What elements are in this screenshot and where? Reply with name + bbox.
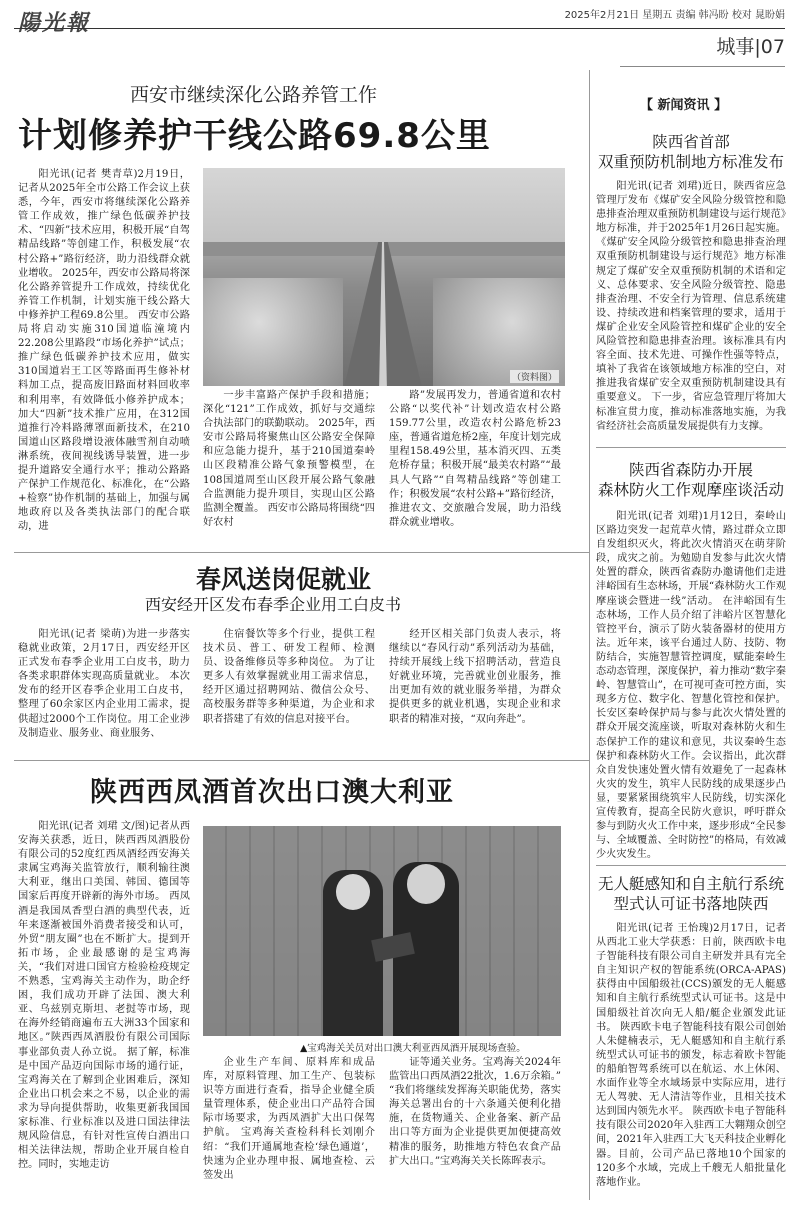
article1-col3-text: 路”发展再发力，普通省道和农村公路“以奖代补”计划改造农村公路159.77公里，改造农村公路危桥23座，普通省道危桥2座，年度计划完成里程158.49公里，基本消灭四、五类危桥存量；积极开展“最美农村路”“最具人气路”“自驾精品线路”等创建工作；积极发展“农村公路+”路衍经济，推进农文、交旅融合发展，助力沿线群众就业增收。 (389, 390, 561, 528)
article1-col1-text: 阳光讯(记者 樊青草)2月19日，记者从2025年全市公路工作会议上获悉，今年，西安市将继续深化公路养管工作成效，推广绿色低碳养护技术、“四新”技术应用，积极开展“自驾精品线路”等创建工作，积极发展“农村公路+”路衍经济，助力沿线群众就业增收。 2025年，西安市公路局将深化公路养管提升工作成效，持续优化养管工作机制，计划实施干线公路大中修养护工程69.8公里。 西安市公路局将启动实施310国道临潼境内22.208公里路段“市场化养护”试点；推广绿色低碳养护技术应用，做实310国道岩王工区等路面再生修补材料加工点，提高废旧路面材料回收率和利用率，有效降低小修养护成本；加大“四新”技术推广应用，在312国道推行冷料路薄罩面新技术，在210国道山区路段增设液体融雪剂自动喷淋系统，夜间视线诱导装置，进一步提升道路安全通行水平；推动公路路产保护工作规范化、标准化，在“公路+检察”协作机制的基础上，加强与属地政府以及各类执法部门的配合联动，进 (18, 169, 190, 533)
section-label: 城事|07 (716, 36, 785, 58)
top-rule (14, 28, 785, 29)
sidebar-divider-2 (596, 865, 786, 866)
article3-col2 (203, 1056, 375, 1200)
sidebar-header-text: 新闻资讯 (657, 98, 710, 113)
article3-col1-text: 阳光讯(记者 刘珺 文/图)记者从西安海关获悉，近日，陕西西凤酒股份有限公司的52度红西凤酒经西安海关隶属宝鸡海关监管放行，顺利输往澳大利亚，继出口美国、韩国、德国等国家后再度开辟新的海外市场。 西凤酒是我国凤香型白酒的典型代表，近年来逐渐被国外消费者接受和认可，外贸“朋友圈”也在不断扩大。提到开拓市场，企业最感谢的是宝鸡海关，“我们对进口国官方检验检疫规定不熟悉，宝鸡海关主动作为，助企纾困，我们成功开辟了法国、澳大利亚、乌兹别克斯坦、老挝等市场，现在海外经销商遍布五大洲33个国家和地区。”陕西西凤酒股份有限公司国际事业部负责人孙立说。 据了解，标准是中国产品迈向国际市场的通行证，宝鸡海关在了解到企业困难后，深知企业出口机会来之不易，以企业的需求为导向提供帮助，收集更新我国国家标准、行业标准以及进口国法律法规风险信息，有针对性宣传白酒出口相关法律法规，帮助企业开展自检自控。同时，实地走访 (18, 821, 190, 1171)
article3-headline: 陕西西凤酒首次出口澳大利亚 (90, 777, 454, 808)
sidebar-story1-body (596, 180, 786, 443)
article3-col1 (18, 820, 190, 1200)
sidebar-story3-headline-line1: 无人艇感知和自主航行系统 (597, 875, 784, 893)
article3-col3 (389, 1056, 561, 1200)
article2-col1-text: 阳光讯(记者 梁萌)为进一步落实稳就业政策，2月17日，西安经开区正式发布春季企业用工白皮书，助力各类求职群体实现高质量就业。 本次发布的经开区春季企业用工白皮书，整理了60余家区内企业用工需求，提供超过2000个工作岗位。用工企业涉及制造业、服务业、商业服务、 (18, 629, 190, 739)
sidebar-story2-headline (596, 460, 786, 500)
section-rule (620, 66, 785, 67)
divider-2 (14, 760, 589, 761)
sidebar-story3-headline (596, 874, 786, 914)
article3-photo-caption: ▲宝鸡海关关员对出口澳大利亚西凤酒开展现场查验。 (300, 1043, 526, 1054)
divider-1 (14, 552, 589, 553)
sidebar-header: 【 新闻资讯 】 (640, 98, 728, 113)
article1-kicker: 西安市继续深化公路养管工作 (130, 84, 378, 106)
sidebar-story2-text: 阳光讯(记者 刘珺)1月12日，秦岭山区路边突发一起荒草火情，路过群众立即自发组织灭火，将此次火情消灭在萌芽阶段，成灾之前。为勉励自发参与此次火情处置的群众，陕西省森防办邀请他们走进沣峪国有生态林场，开展“森林防火工作观摩座谈会暨进一线”活动。 在沣峪国有生态林场，工作人员介绍了沣峪片区智慧化管控平台，演示了防火装备器材的使用方法。近年来，该平台通过人防、技防、物防结合，实施智慧管控调度，赋能秦岭生态动态管理，深度保护，着力推动“数字秦岭、智慧管山”，在可视可查可控方面，实现多方位、数字化、智慧化管控和保护。 长安区秦岭保护局与参与此次火情处置的群众开展交流座谈，听取对森林防火和生态保护工作的建议和意见，共议秦岭生态保护和森林防火工作。会议指出，此次群众自发快速处置火情有效避免了一起森林火灾的发生，筑牢人民防线的成果逐步凸显，要紧紧围绕筑牢人民防线，切实深化宣传教育，提高全民防火意识，呼吁群众参与到防火火工作中来，逐步形成“全民参与、全域覆盖、全时防控”的格局，有效减少火灾发生。 (596, 511, 786, 861)
sidebar-story1-headline-line1: 陕西省首部 (652, 133, 730, 151)
article1-col3 (389, 389, 561, 571)
article3-col3-text: 证等通关业务。宝鸡海关2024年监管出口西凤酒22批次，1.6万余箱。” “我们将继续发挥海关职能优势，落实海关总署出台的十六条通关便利化措施，在货物通关、企业备案、新产品出口等方面为企业提供更加便捷高效精准的服务，助推地方特色农食产品扩大出口。”宝鸡海关关长陈晖表示。 (389, 1057, 561, 1167)
masthead-logo: 陽光報 (18, 10, 91, 36)
article2-subhead: 西安经开区发布春季企业用工白皮书 (145, 595, 402, 614)
article2-col2-text: 住宿餐饮等多个行业，提供工程技术员、普工、研发工程师、检测员、设备维修员等多种岗位。 为了让更多人有效掌握就业用工需求信息，经开区通过招聘网站、微信公众号、高校服务群等多种渠道，为企业和求职者搭建了有效的信息对接平台。 (203, 629, 375, 725)
article2-col3 (389, 628, 561, 756)
sidebar-story2-headline-line2: 森林防火工作观摩座谈活动 (597, 481, 784, 499)
article1-headline: 计划修养护干线公路69.8公里 (18, 116, 491, 156)
article1-col2 (203, 389, 375, 571)
sidebar-story3-headline-line2: 型式认可证书落地陕西 (613, 895, 769, 913)
sidebar-story1-headline-line2: 双重预防机制地方标准发布 (597, 153, 784, 171)
article2-col1 (18, 628, 190, 756)
sidebar-story2-body (596, 510, 786, 862)
sidebar-story2-headline-line1: 陕西省森防办开展 (628, 461, 753, 479)
article3-col2-text: 企业生产车间、原料库和成品库，对原料管理、加工生产、包装标识等方面进行查看，指导企业健全质量管理体系，使企业出口产品符合国际市场要求，为西凤酒扩大出口保驾护航。 宝鸡海关查检科科长刘刚介绍：“我们开通属地查检‘绿色通道’，快速为企业办理申报、属地查检、云签发出 (203, 1057, 375, 1181)
article3-customs-photo (203, 826, 561, 1036)
sidebar-divider (589, 70, 590, 1200)
article2-col3-text: 经开区相关部门负责人表示，将继续以“春风行动”系列活动为基础，持续开展线上线下招聘活动，营造良好就业环境，完善就业创业服务，推出更加有效的就业服务举措，为群众提供更多的就业机遇，实现企业和求职者的精准对接，“双向奔赴”。 (389, 629, 561, 725)
sidebar-story1-headline (596, 132, 786, 172)
sidebar-divider-1 (596, 447, 786, 448)
article2-col2 (203, 628, 375, 756)
issue-meta: 2025年2月21日 星期五 责编 韩冯盼 校对 晁盼娟 (564, 10, 785, 21)
article2-headline: 春风送岗促就业 (196, 565, 372, 594)
article1-road-photo (203, 168, 565, 386)
article1-col2-text: 一步丰富路产保护手段和措施；深化“121”工作成效，抓好与交通综合执法部门的联勤联动。 2025年，西安市公路局将聚焦山区公路安全保障和应急能力提升，基于210国道秦岭山区段精准公路气象预警模型，在108国道周至山区段开展公路气象融合监测能力提升项目，实现山区公路监测全覆盖。 西安市公路局将围绕“四好农村 (203, 390, 375, 528)
sidebar-story1-text: 阳光讯(记者 刘珺)近日，陕西省应急管理厅发布《煤矿安全风险分级管控和隐患排查治理双重预防机制建设与运行规范》地方标准，并于2025年1月26日起实施。 《煤矿安全风险分级管控和隐患排查治理双重预防机制建设与运行规范》地方标准规定了煤矿安全双重预防机制的术语和定义、总体要求、安全风险分级管控、隐患排查治理、不安全行为管理、信息系统建设、持续改进和档案管理的要求，适用于煤矿企业安全风险管控和煤矿企业的安全风险管控和隐患排查治理。该标准具有内容全面、技术先进、可操作性强等特点，填补了我省在该领域地方标准的空白，对推进我省煤矿安全双重预防机制建设具有重要意义。 下一步，省应急管理厅将加大标准宣贯力度，推动标准落地实施，为我省经济社会高质量发展提供有力支撑。 (596, 181, 786, 432)
sidebar-story3-text: 阳光讯(记者 王怡瑰)2月17日，记者从西北工业大学获悉：日前，陕西欧卡电子智能科技有限公司自主研发并具有完全自主知识产权的智能系统(ORCA-APAS)获得由中国船级社(CCS)颁发的无人艇感知和自主航行系统型式认可证书。这是中国船级社首次向无人船/艇企业颁发此证书。 陕西欧卡电子智能科技有限公司创始人朱健楠表示，无人艇感知和自主航行系统型式认可证书的颁发，标志着欧卡智能的船舶智驾系统可以在航运、水上休闲、水面作业等全水域场景中实际应用，进行无人驾驶、无人清洁等作业，且相关技术达到国内领先水平。 陕西欧卡电子智能科技有限公司2020年入驻西工大翱翔众创空间，2021年入驻西工大飞天科技企业孵化器。目前，公司产品已落地10个国家的120多个水域，完成上千艘无人船批量化落地作业。 (596, 923, 786, 1188)
sidebar-story3-body (596, 922, 786, 1200)
article1-photo-credit: （资料图） (510, 370, 559, 383)
article1-col1 (18, 168, 190, 571)
